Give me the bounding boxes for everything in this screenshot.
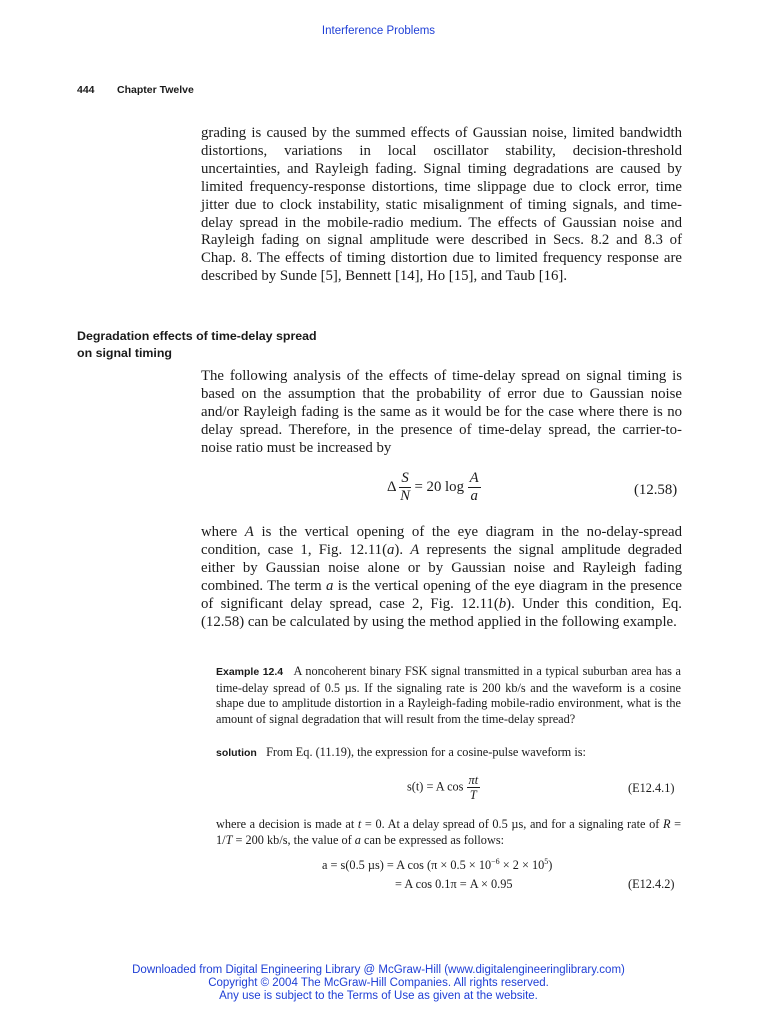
- paragraph-2: The following analysis of the effects of time-delay spread on signal timing is based on the assumption that the probability of error due to Gaussian noise and/or Rayleigh fading is the same as it would be for the case where there is no delay spread. Therefore, in the presence of time-delay spread, the carrier-to-noise ratio must be increased by: [201, 368, 682, 456]
- example-label: Example 12.4: [216, 666, 284, 678]
- after-eq1-paragraph: where a decision is made at t = 0. At a delay spread of 0.5 µs, and for a signaling rate of R = 1/T = 200 kb/s, the value of a can be expressed as follows:: [216, 817, 682, 847]
- section-heading-line-1: Degradation effects of time-delay spread: [77, 329, 317, 343]
- equation-number-e12-4-2: (E12.4.2): [628, 877, 675, 891]
- chapter-title: Chapter Twelve: [117, 84, 194, 96]
- page-number: 444: [77, 84, 95, 96]
- running-header-link[interactable]: Interference Problems: [321, 25, 436, 37]
- footer-line-1[interactable]: Downloaded from Digital Engineering Library @ McGraw-Hill (www.digitalengineeringlibrary.com): [132, 964, 625, 976]
- footer-line-3[interactable]: Any use is subject to the Terms of Use as given at the website.: [219, 990, 538, 1002]
- equation-number-e12-4-1: (E12.4.1): [628, 781, 675, 795]
- equation-12-58: [387, 470, 481, 505]
- solution-paragraph: [216, 745, 681, 762]
- footer-line-2[interactable]: Copyright © 2004 The McGraw-Hill Companies. All rights reserved.: [208, 977, 549, 989]
- paragraph-1: grading is caused by the summed effects of Gaussian noise, limited bandwidth distortions, variations in local oscillator stability, decision-threshold uncertainties, and Rayleigh fading. Signal timing degradations are caused by limited frequency-response distortions, time slippage due to clock error, time jitter due to clock instability, static misalignment of timing signals, and time-delay spread in the mobile-radio medium. The effects of Gaussian noise and Rayleigh fading on signal amplitude were described in Secs. 8.2 and 8.3 of Chap. 8. The effects of timing distortion due to limited frequency response are described by Sunde [5], Bennett [14], Ho [15], and Taub [16].: [201, 125, 682, 285]
- eq-middle: = 20 log: [414, 478, 464, 495]
- equation-e12-4-2-line-1: a = s(0.5 µs) = A $\cos (\pi \times 0.5 \times 10^{-6} \times 2 \times 10^5)$: [322, 857, 553, 873]
- solution-label: solution: [216, 747, 257, 759]
- eq-lhs-denominator: N: [400, 488, 411, 504]
- eq-rhs-fraction: [468, 470, 481, 505]
- equation-e12-4-2-line-2: = A cos 0.1π = A × 0.95: [395, 877, 513, 891]
- eq-lhs-numerator: S: [401, 470, 409, 486]
- equation-number-12-58: (12.58): [634, 482, 678, 498]
- eq1-denominator: T: [469, 788, 477, 802]
- eq-delta: Δ: [387, 478, 396, 495]
- example-12-4: [216, 664, 681, 727]
- footer: [0, 964, 757, 1003]
- section-heading: [77, 328, 377, 361]
- example-text: A noncoherent binary FSK signal transmitted in a typical suburban area has a time-delay spread of 0.5 µs. If the signaling rate is 200 kb/s and the waveform is a cosine shape due to amplitude distortion in a Rayleigh-fading mobile-radio environment, what is the amount of signal degradation that will result from the time-delay spread?: [216, 664, 681, 726]
- eq1-fraction: [467, 773, 481, 802]
- eq-lhs-fraction: [399, 470, 410, 505]
- eq-rhs-numerator: A: [469, 470, 479, 486]
- paragraph-3: where A is the vertical opening of the eye diagram in the no-delay-spread condition, case 1, Fig. 12.11(a). A represents the signal amplitude degraded either by Gaussian noise alone or by Gaussian noise and Rayleigh fading combined. The term a is the vertical opening of the eye diagram in the presence of significant delay spread, case 2, Fig. 12.11(b). Under this condition, Eq. (12.58) can be calculated by using the method applied in the following example.: [201, 524, 682, 630]
- eq1-lhs: s(t) = A cos: [407, 779, 464, 794]
- equation-e12-4-1: [407, 773, 480, 802]
- solution-text: From Eq. (11.19), the expression for a cosine-pulse waveform is:: [266, 745, 586, 759]
- section-heading-line-2: on signal timing: [77, 345, 172, 360]
- eq-rhs-denominator: a: [470, 488, 478, 504]
- eq1-numerator: πt: [468, 773, 479, 787]
